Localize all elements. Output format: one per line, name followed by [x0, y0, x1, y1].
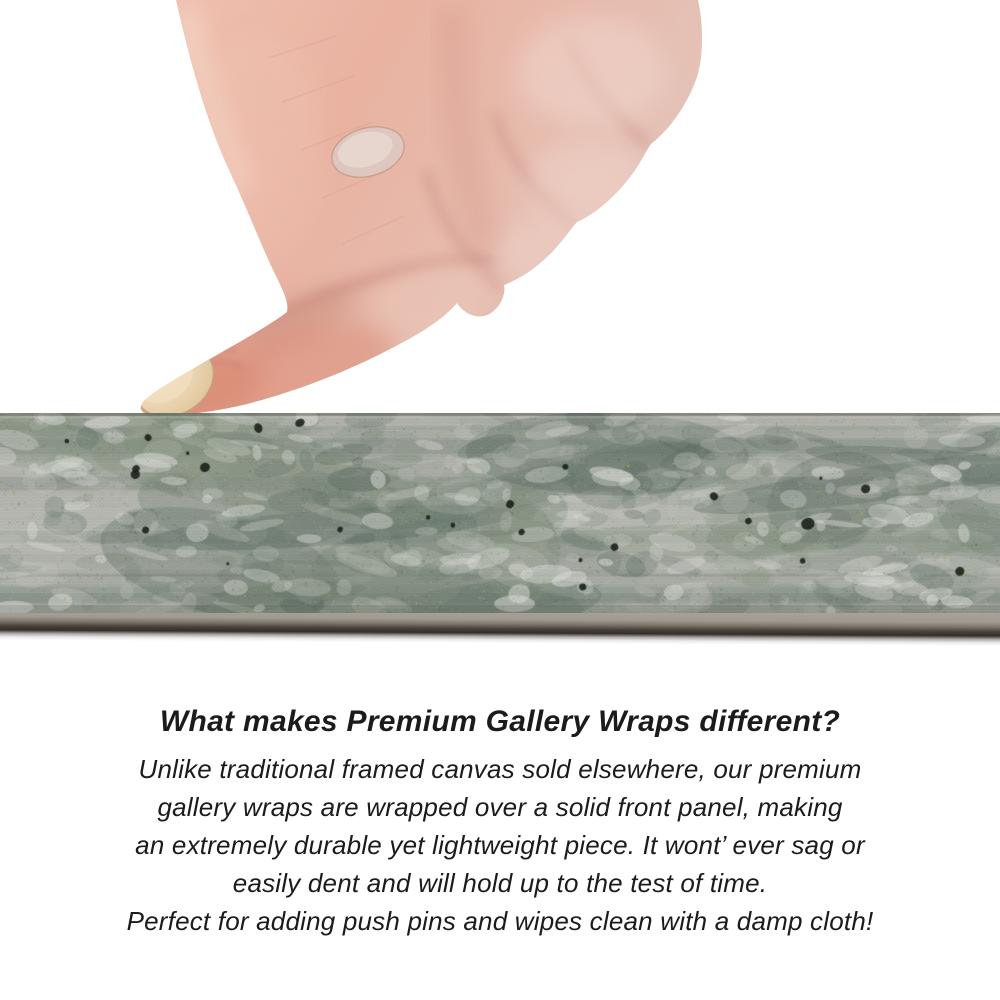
info-line: gallery wraps are wrapped over a solid front panel, making: [157, 792, 843, 822]
canvas-texture-strip: [0, 413, 1000, 613]
knuckle-highlight-1: [517, 17, 667, 127]
info-line: an extremely durable yet lightweight piece. It wont’ ever sag or: [135, 830, 865, 860]
info-line: Unlike traditional framed canvas sold elsewhere, our premium: [138, 754, 862, 784]
canvas-weave-texture: [0, 413, 1000, 613]
knuckle-highlight-3: [496, 214, 596, 290]
info-line: Perfect for adding push pins and wipes clean with a damp cloth!: [126, 906, 874, 936]
hand-photo: [0, 0, 1000, 430]
info-text-block: [0, 702, 1000, 940]
thumb-wrinkles: [184, 332, 242, 368]
info-line: easily dent and will hold up to the test of time.: [232, 868, 768, 898]
info-title: What makes Premium Gallery Wraps different?: [159, 705, 841, 738]
